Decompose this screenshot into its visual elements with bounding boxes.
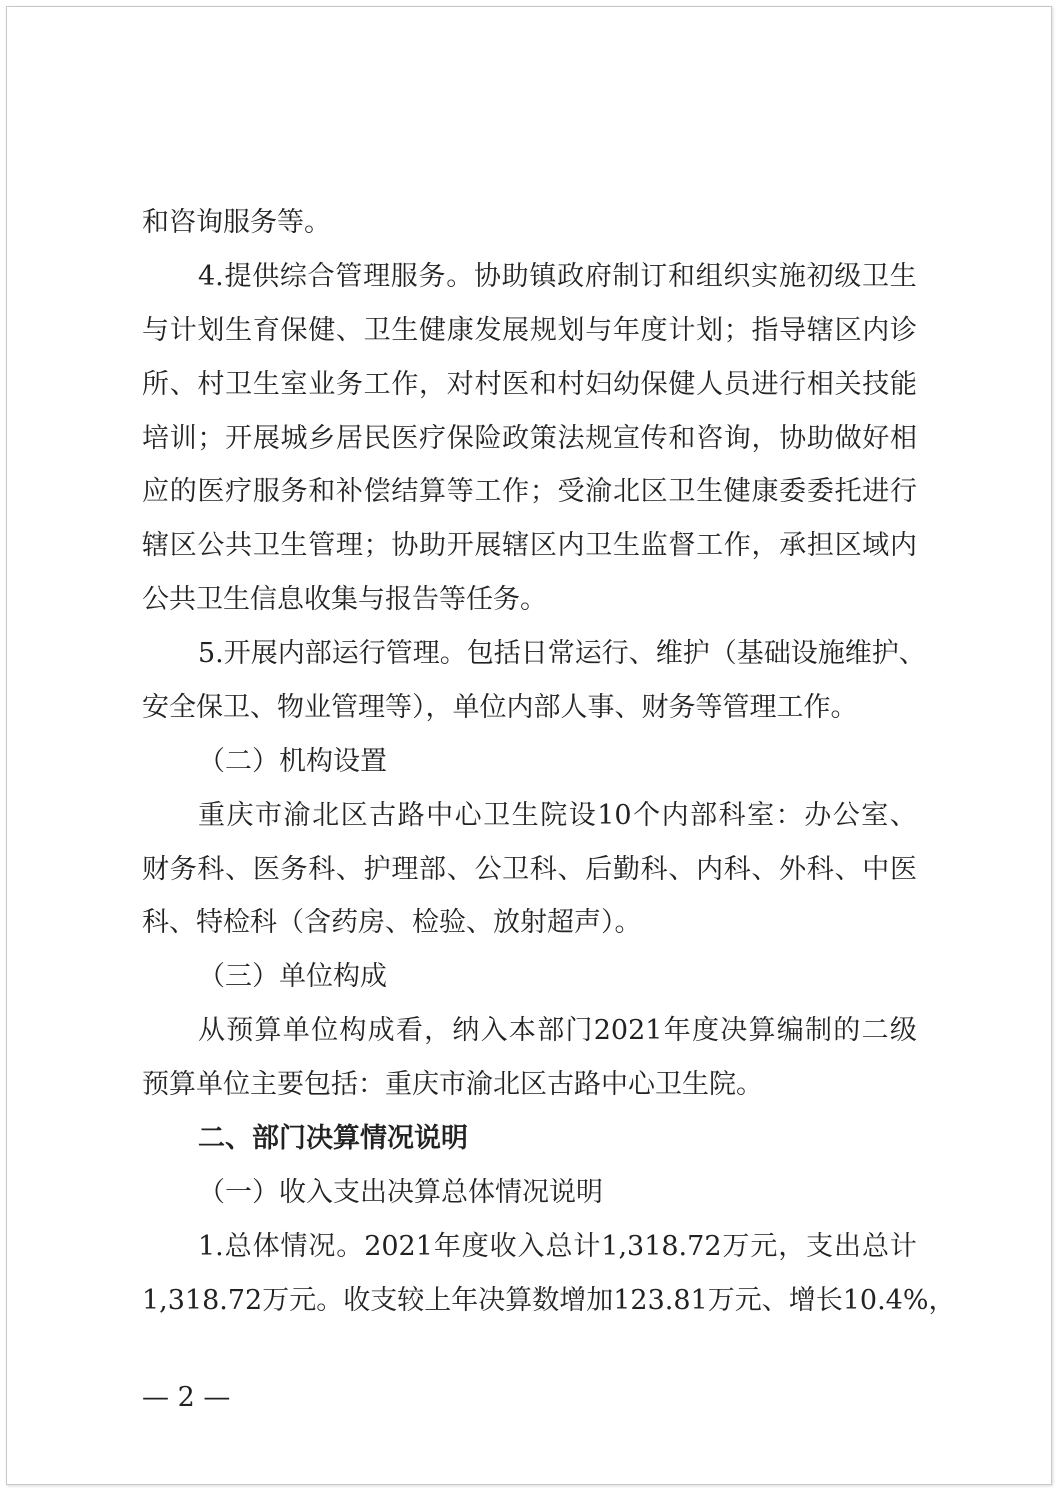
- text-line: 5. 开 展 内 部 运 行 管 理 。 包 括 日 常 运 行 、 维 护 （ 基 础 设 施 维 护 、: [198, 638, 926, 669]
- text-line: 所 、 村 卫 生 室 业 务 工 作 ， 对 村 医 和 村 妇 幼 保 健 人 员 进 行 相 关 技 能: [142, 369, 917, 400]
- chapter-heading: 二、部门决算情况说明: [198, 1123, 468, 1154]
- text-line: 和咨询服务等。: [142, 207, 331, 238]
- section-heading: （二）机构设置: [198, 746, 387, 777]
- text-line: 1. 总 体 情 况 。 2021 年 度 收 入 总 计 1,318.72 万 元 ， 支 出 总 计: [198, 1231, 917, 1262]
- text-line: 4. 提 供 综 合 管 理 服 务 。 协 助 镇 政 府 制 订 和 组 织 实 施 初 级 卫 生: [198, 261, 917, 292]
- section-heading: （一）收入支出决算总体情况说明: [198, 1177, 603, 1208]
- text-line: 重 庆 市 渝 北 区 古 路 中 心 卫 生 院 设 10 个 内 部 科 室 ： 办 公 室 、: [198, 800, 917, 831]
- text-line: 科、特检科（含药房、检验、放射超声）。: [142, 907, 642, 938]
- page-number: — 2 —: [142, 1382, 231, 1413]
- text-line: 安全保卫、物业管理等），单位内部人事、财务等管理工作。: [142, 692, 858, 723]
- text-line: 培 训 ； 开 展 城 乡 居 民 医 疗 保 险 政 策 法 规 宣 传 和 咨 询 ， 协 助 做 好 相: [142, 423, 917, 454]
- text-line: 从 预 算 单 位 构 成 看 ， 纳 入 本 部 门 2021 年 度 决 算 编 制 的 二 级: [198, 1015, 917, 1046]
- text-line: 应 的 医 疗 服 务 和 补 偿 结 算 等 工 作 ； 受 渝 北 区 卫 生 健 康 委 委 托 进 行: [142, 476, 917, 507]
- text-line: 与 计 划 生 育 保 健 、 卫 生 健 康 发 展 规 划 与 年 度 计 划 ； 指 导 辖 区 内 诊: [142, 315, 917, 346]
- text-line: 财 务 科 、 医 务 科 、 护 理 部 、 公 卫 科 、 后 勤 科 、 内 科 、 外 科 、 中 医: [142, 854, 917, 885]
- text-line: 1,318.72 万 元 。 收 支 较 上 年 决 算 数 增 加 123.81 万 元 、 增 长 10.4% ，: [142, 1285, 956, 1316]
- text-line: 公共卫生信息收集与报告等任务。: [142, 584, 547, 615]
- text-line: 辖 区 公 共 卫 生 管 理 ； 协 助 开 展 辖 区 内 卫 生 监 督 工 作 ， 承 担 区 域 内: [142, 530, 917, 561]
- section-heading: （三）单位构成: [198, 961, 387, 992]
- text-line: 预算单位主要包括：重庆市渝北区古路中心卫生院。: [142, 1069, 763, 1100]
